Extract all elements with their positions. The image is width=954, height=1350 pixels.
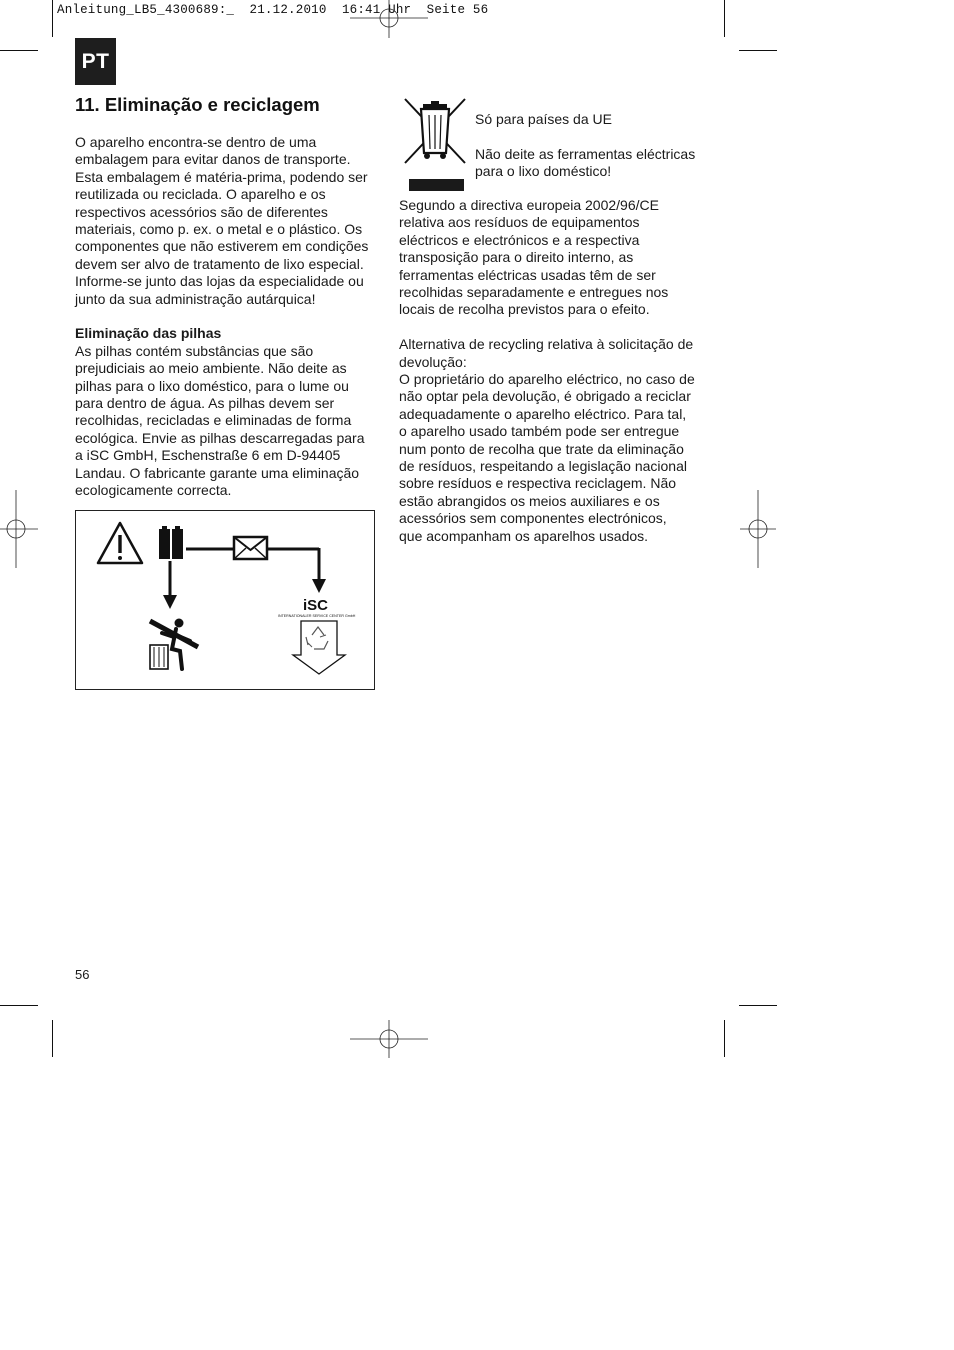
print-header: Anleitung_LB5_4300689:_ 21.12.2010 16:41 Uhr Seite 56 <box>57 3 489 17</box>
intro-line: respectivos acessórios são de diferentes <box>75 203 328 220</box>
intro-line: Informe-se junto das lojas da especialidade ou <box>75 273 364 290</box>
batteries-line: prejudiciais ao meio ambiente. Não deite as <box>75 360 347 377</box>
intro-line: componentes que não estiverem em condições <box>75 238 369 255</box>
batteries-line: recolhidas, recicladas e eliminadas de forma <box>75 412 352 429</box>
language-badge: PT <box>75 38 116 85</box>
recycling-line: Alternativa de recycling relativa à solicitação de <box>399 336 694 353</box>
recycling-line: num ponto de recolha que trate da eliminação <box>399 440 684 457</box>
isc-caption: INTERNATIONALER SERVICE CENTER GmbH <box>278 614 356 618</box>
right-column <box>399 197 709 545</box>
directive-line: recolhidas separadamente e entregues nos <box>399 284 669 301</box>
registration-mark-bottom <box>350 1020 430 1060</box>
eu-notice <box>475 111 715 181</box>
no-trash-icon <box>150 619 198 670</box>
intro-line: materiais, como p. ex. o metal e o plástico. Os <box>75 221 363 238</box>
battery-icon <box>159 526 183 559</box>
battery-disposal-diagram <box>75 510 375 690</box>
crossed-bin-icon <box>403 97 467 193</box>
section-title: 11. Eliminação e reciclagem <box>75 94 320 115</box>
recycling-line: de resíduos, respeitando a legislação nacional <box>399 458 687 475</box>
left-column <box>75 134 379 500</box>
envelope-icon <box>234 537 267 559</box>
batteries-heading: Eliminação das pilhas <box>75 325 222 342</box>
recycling-line: estão abrangidos os meios auxiliares e os <box>399 492 660 509</box>
recycling-line: que acompanham os aparelhos usados. <box>399 527 649 544</box>
batteries-line: para dentro de água. As pilhas devem ser <box>75 395 335 412</box>
intro-line: junto da sua administração autárquica! <box>75 290 316 307</box>
batteries-line: pilhas para o lixo doméstico, para o lume ou <box>75 377 349 394</box>
isc-recycling-icon <box>278 597 356 674</box>
eu-notice-line: para o lixo doméstico! <box>475 163 612 180</box>
recycling-line: acessórios sem componentes electrónicos, <box>399 510 667 527</box>
eu-only-label: Só para países da UE <box>475 111 612 127</box>
batteries-line: Landau. O fabricante garante uma eliminação <box>75 464 360 481</box>
intro-line: devem ser alvo de tratamento de lixo especial. <box>75 255 364 272</box>
intro-line: reutilizada ou reciclada. O aparelho e os <box>75 186 326 203</box>
isc-logo: iSC <box>303 597 329 614</box>
intro-line: Esta embalagem é matéria-prima, podendo ser <box>75 168 368 185</box>
batteries-line: ecológica. Envie as pilhas descarregadas para <box>75 429 365 446</box>
batteries-line: As pilhas contém substâncias que são <box>75 342 314 359</box>
recycling-line: sobre resíduos e respectiva reciclagem. Não <box>399 475 677 492</box>
eu-notice-line: Não deite as ferramentas eléctricas <box>475 145 696 162</box>
directive-line: eléctricos e electrónicos e a respectiva <box>399 231 640 248</box>
directive-line: transposição para o direito interno, as <box>399 249 634 266</box>
registration-mark-left <box>0 490 40 570</box>
warning-icon <box>98 523 142 563</box>
page-number: 56 <box>75 967 90 982</box>
registration-mark-right <box>738 490 778 570</box>
registration-mark-top <box>350 0 430 40</box>
batteries-line: a iSC GmbH, Eschenstraße 6 em D-94405 <box>75 447 341 464</box>
recycling-line: devolução: <box>399 353 467 370</box>
directive-line: relativa aos resíduos de equipamentos <box>399 214 640 231</box>
directive-line: ferramentas eléctricas usadas têm de ser <box>399 266 656 283</box>
batteries-line: ecologicamente correcta. <box>75 482 232 499</box>
recycling-line: adequadamente o aparelho eléctrico. Para tal, <box>399 405 687 422</box>
recycling-line: o aparelho usado também pode ser entregue <box>399 423 680 440</box>
intro-line: embalagem para evitar danos de transporte. <box>75 151 351 168</box>
recycling-line: O proprietário do aparelho eléctrico, no caso de <box>399 371 695 388</box>
recycling-line: não optar pela devolução, é obrigado a reciclar <box>399 388 691 405</box>
intro-line: O aparelho encontra-se dentro de uma <box>75 134 317 150</box>
directive-line: locais de recolha previstos para o efeito. <box>399 301 650 318</box>
directive-line: Segundo a directiva europeia 2002/96/CE <box>399 197 659 213</box>
